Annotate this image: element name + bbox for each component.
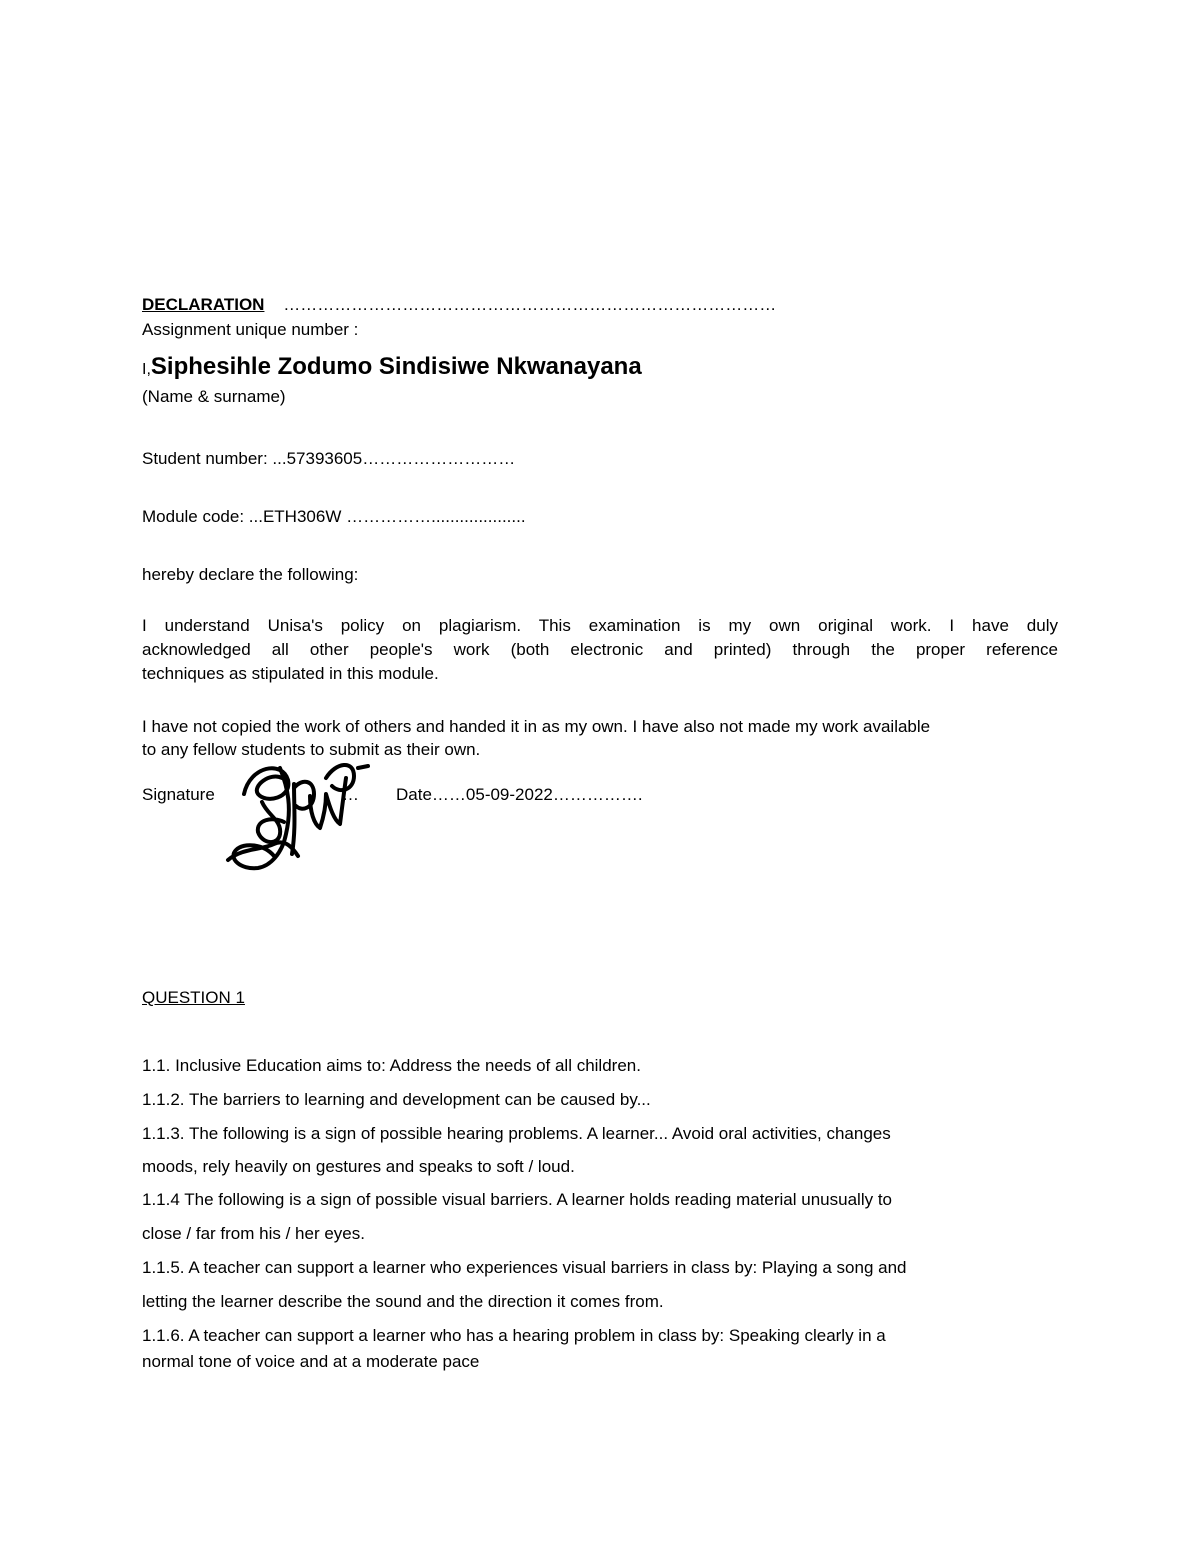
answer-line: letting the learner describe the sound and the direction it comes from. xyxy=(142,1292,664,1311)
copying-line-2: to any fellow students to submit as their own. xyxy=(142,740,481,759)
hereby-declare: hereby declare the following: xyxy=(142,565,359,584)
answer-line: 1.1.4 The following is a sign of possible visual barriers. A learner holds reading material unusually to xyxy=(142,1190,892,1209)
declaration-heading-row xyxy=(142,296,776,313)
answer-line: normal tone of voice and at a moderate pace xyxy=(142,1352,480,1371)
question-1-heading: QUESTION 1 xyxy=(142,988,245,1007)
paragraph-line: techniques as stipulated in this module. xyxy=(142,664,439,683)
answer-line: 1.1.2. The barriers to learning and development can be caused by... xyxy=(142,1090,651,1109)
assignment-number-label: Assignment unique number : xyxy=(142,320,359,339)
signature-dots: … xyxy=(342,785,359,804)
declaration-heading-dots: …………………………………………………………………………… xyxy=(283,295,777,314)
declaration-heading: DECLARATION xyxy=(142,295,265,314)
name-prefix: I, xyxy=(142,361,151,378)
answer-line: 1.1.3. The following is a sign of possible hearing problems. A learner... Avoid oral activities, changes xyxy=(142,1124,891,1143)
answer-line: close / far from his / her eyes. xyxy=(142,1224,365,1243)
paragraph-line: I understand Unisa's policy on plagiarism. This examination is my own original work. I have duly xyxy=(142,616,1058,635)
date-line: Date……05-09-2022……………. xyxy=(396,785,643,804)
answer-line: 1.1.5. A teacher can support a learner who experiences visual barriers in class by: Playing a song and xyxy=(142,1258,907,1277)
handwritten-signature xyxy=(222,758,374,876)
copying-line-1: I have not copied the work of others and handed it in as my own. I have also not made my work available xyxy=(142,717,931,736)
answer-line: 1.1.6. A teacher can support a learner who has a hearing problem in class by: Speaking clearly in a xyxy=(142,1326,886,1345)
plagiarism-paragraph xyxy=(142,614,1058,686)
answer-line: moods, rely heavily on gestures and speaks to soft / loud. xyxy=(142,1157,575,1176)
student-number-line: Student number: ...57393605……………………… xyxy=(142,449,516,468)
student-name: Siphesihle Zodumo Sindisiwe Nkwanayana xyxy=(150,353,642,380)
name-row xyxy=(142,354,642,383)
paragraph-line: acknowledged all other people's work (both electronic and printed) through the proper reference xyxy=(142,640,1058,659)
module-code-line: Module code: ...ETH306W …………….................... xyxy=(142,507,526,526)
signature-label: Signature xyxy=(142,785,215,804)
answer-line: 1.1. Inclusive Education aims to: Address the needs of all children. xyxy=(142,1056,641,1075)
name-caption: (Name & surname) xyxy=(142,387,286,406)
